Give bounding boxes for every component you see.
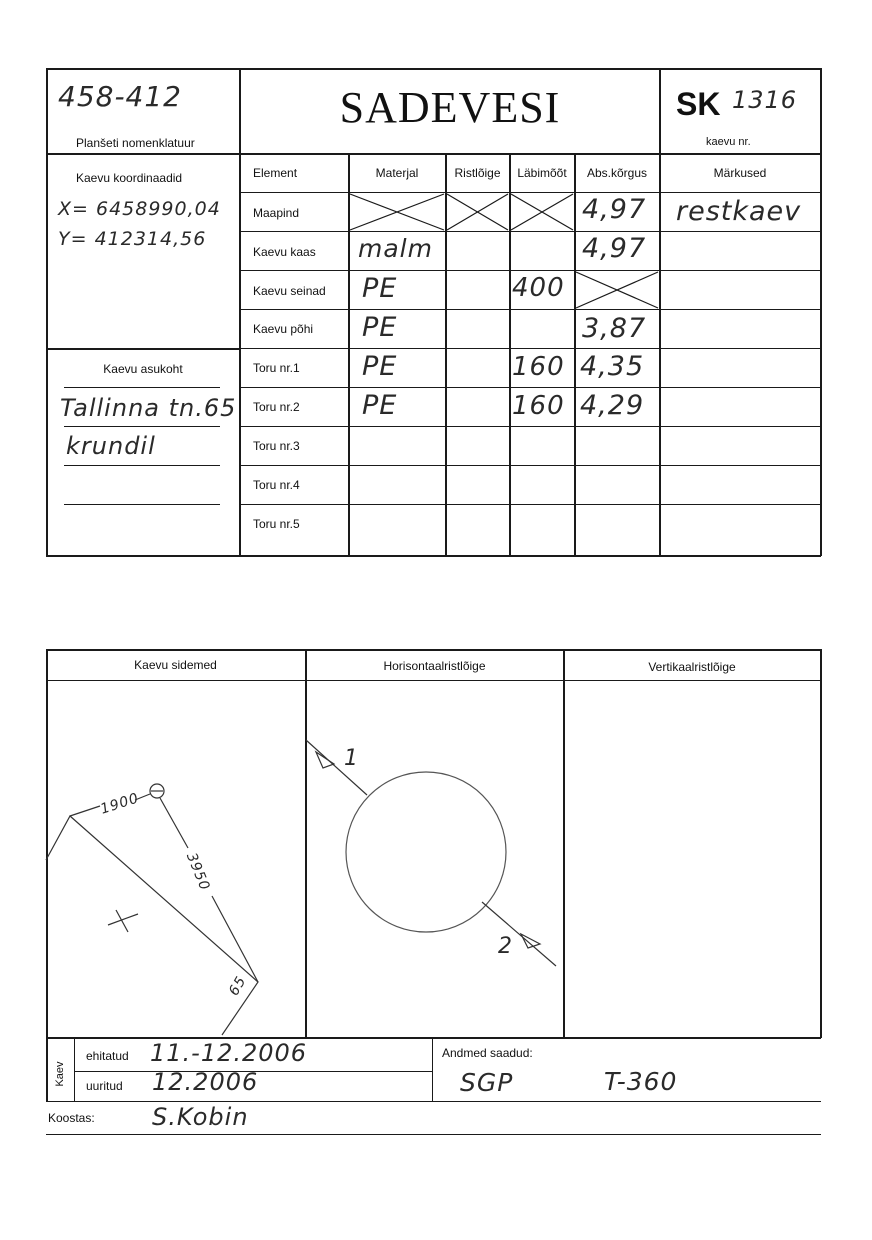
ehitatud-value: 11.-12.2006 bbox=[150, 1039, 308, 1067]
koostas-label: Koostas: bbox=[48, 1111, 95, 1125]
row-label-maapind: Maapind bbox=[253, 206, 300, 220]
col-header-labimoot: Läbimõõt bbox=[517, 166, 567, 180]
sketch-dimension-2: 3950 bbox=[182, 850, 213, 894]
coordinates-label: Kaevu koordinaadid bbox=[76, 171, 183, 185]
andmed-value-sgp: SGP bbox=[460, 1068, 514, 1097]
well-number-label: kaevu nr. bbox=[706, 136, 751, 148]
coordinate-y: Y= 412314,56 bbox=[58, 228, 207, 250]
pipe-label-1: 1 bbox=[344, 746, 359, 771]
nomenclature-value: 458-412 bbox=[58, 80, 182, 113]
cell-labimoot-toru-2: 160 bbox=[512, 391, 565, 421]
row-label-kaevu-pohi: Kaevu põhi bbox=[253, 322, 314, 336]
cell-materjal-toru-2: PE bbox=[362, 390, 398, 421]
cell-abs-toru-2: 4,29 bbox=[580, 390, 645, 421]
andmed-label: Andmed saadud: bbox=[442, 1046, 533, 1060]
coordinate-x: X= 6458990,04 bbox=[58, 198, 221, 220]
row-label-kaevu-seinad: Kaevu seinad bbox=[253, 284, 326, 298]
cell-labimoot-toru-1: 160 bbox=[512, 352, 565, 382]
row-label-toru-2: Toru nr.2 bbox=[253, 400, 300, 414]
andmed-value-t360: T-360 bbox=[604, 1067, 678, 1096]
cell-abs-toru-1: 4,35 bbox=[580, 351, 645, 382]
row-label-toru-3: Toru nr.3 bbox=[253, 439, 300, 453]
form-title: SADEVESI bbox=[339, 83, 561, 132]
cell-abs-kaas: 4,97 bbox=[582, 233, 647, 264]
nomenclature-label: Planšeti nomenklatuur bbox=[76, 136, 195, 150]
uuritud-value: 12.2006 bbox=[152, 1068, 259, 1096]
col-header-ristloige: Ristlõige bbox=[454, 166, 501, 180]
location-line2: krundil bbox=[66, 432, 156, 460]
cell-materjal-pohi: PE bbox=[362, 312, 398, 343]
cell-abs-pohi: 3,87 bbox=[582, 313, 647, 344]
sidemed-label: Kaevu sidemed bbox=[134, 658, 217, 672]
row-label-toru-4: Toru nr.4 bbox=[253, 478, 300, 492]
kaev-label: Kaev bbox=[54, 1061, 66, 1087]
cell-abs-maapind: 4,97 bbox=[582, 194, 647, 225]
cell-materjal-kaas: malm bbox=[358, 234, 433, 263]
row-label-toru-5: Toru nr.5 bbox=[253, 517, 300, 531]
location-label: Kaevu asukoht bbox=[103, 362, 183, 376]
cell-materjal-seinad: PE bbox=[362, 273, 398, 304]
row-label-toru-1: Toru nr.1 bbox=[253, 361, 300, 375]
well-number: 1316 bbox=[732, 86, 798, 114]
uuritud-label: uuritud bbox=[86, 1079, 123, 1093]
cell-materjal-toru-1: PE bbox=[362, 351, 398, 382]
location-line1: Tallinna tn.65 bbox=[60, 394, 237, 422]
pipe-label-2: 2 bbox=[498, 934, 513, 959]
col-header-abs-korgus: Abs.kõrgus bbox=[586, 166, 648, 180]
col-header-materjal: Materjal bbox=[375, 166, 419, 180]
vertikaal-label: Vertikaalristlõige bbox=[648, 660, 736, 674]
ehitatud-label: ehitatud bbox=[86, 1049, 129, 1063]
sketch-dimension-1: 1900 bbox=[98, 790, 142, 818]
col-header-markused: Märkused bbox=[713, 166, 767, 180]
well-prefix: SK bbox=[676, 86, 721, 122]
cell-markused-maapind: restkaev bbox=[676, 196, 802, 227]
horisontaal-label: Horisontaalristlõige bbox=[383, 659, 486, 673]
col-header-element: Element bbox=[253, 166, 298, 180]
koostas-value: S.Kobin bbox=[152, 1103, 249, 1131]
row-label-kaevu-kaas: Kaevu kaas bbox=[253, 245, 316, 259]
sketch-dimension-3: 65 bbox=[226, 973, 250, 999]
cell-labimoot-seinad: 400 bbox=[512, 273, 565, 303]
